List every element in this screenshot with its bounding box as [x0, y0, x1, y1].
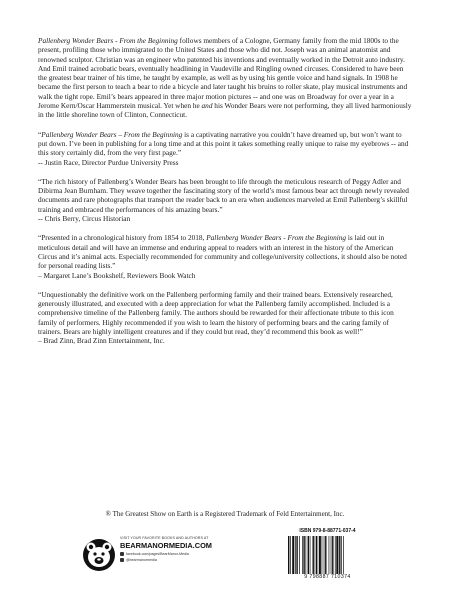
- barcode-number: 9 798887 710374: [304, 574, 351, 580]
- instagram-handle: @bearmanormedia: [126, 558, 157, 562]
- bear-face-icon: [82, 538, 116, 572]
- barcode-image: [287, 536, 367, 574]
- review-attribution: – Brad Zinn, Brad Zinn Entertainment, Inc.: [38, 336, 165, 346]
- review-zinn: [38, 290, 412, 346]
- emphasis-and: and: [201, 101, 213, 111]
- back-cover-text: [38, 36, 412, 356]
- open-quote: “: [38, 129, 42, 139]
- review-body: “The rich history of Pallenberg’s Wonder Bears has been brought to life through the meticulous research of Peggy Adler and Dibirma Jean Burnham. They weave together the fascinating story of the world’s most famous bear act through newly revealed documents and rare photographs that transport the reader back to an era when audiences marveled at Emil Pallenberg’s skillful training and embraced the performances of his amazing bears.”: [38, 176, 409, 214]
- synopsis-paragraph: [38, 36, 412, 120]
- isbn-label: ISBN 979-8-88771-037-4: [299, 528, 356, 534]
- review-body: is laid out in meticulous detail and will have an immense and enduring appeal to readers with an interest in the history of the American Circus and it’s animal acts. Especially recommended for community and college/university collections, it should also be noted for personal reading lists.”: [38, 233, 407, 271]
- review-attribution: -- Justin Race, Director Purdue University Press: [38, 157, 179, 167]
- facebook-url: facebook.com/pages/BearManor-Media: [126, 552, 189, 556]
- facebook-link[interactable]: [120, 552, 189, 556]
- synopsis-text-end: his Wonder Bears were not performing, they all lived harmoniously in the little shoreline town of Clinton, Connecticut.: [38, 101, 412, 120]
- review-berry: [38, 177, 412, 223]
- facebook-icon: [120, 552, 124, 556]
- trademark-notice: ® The Greatest Show on Earth is a Registered Trademark of Feld Entertainment, Inc.: [105, 510, 345, 518]
- review-intro: “Presented in a chronological history from 1854 to 2018,: [38, 233, 207, 243]
- publisher-block: [82, 536, 242, 576]
- review-attribution: -- Chris Berry, Circus Historian: [38, 214, 131, 224]
- review-body: “Unquestionably the definitive work on the Pallenberg performing family and their trained bears. Extensively researched, generously illustrated, and executed with a deep appreciation for what the Pallenberg family accomplished. Included is a comprehensive timeline of the Pallenberg family. The authors should be rewarded for their affectionate tribute to this icon family of performers. Highly recommended if you wish to learn the history of performing bears and the caring family of trainers. Bears are highly intelligent creatures and if they could but read, they’d recommend this book as well!”: [38, 289, 394, 337]
- synopsis-text: follows members of a Cologne, Germany family from the mid 1800s to the present, profiling those who immigrated to the United States and those who did not. Joseph was an animal anatomist and renowned sculptor. Christian was an engineer who patented his inventions and eventually worked in the Detroit auto industry. And Emil trained acrobatic bears, eventually headlining in Vaudeville and Ringling owned circuses. Considered to have been the greatest bear trainer of his time, he taught by example, as well as by using his gentle voice and hand signals. In 1908 he became the first person to teach a bear to ride a bicycle and later taught his bruins to roller skate, play musical instruments and walk the tight rope. Emil’s bears appeared in three major motion pictures -- and one was on Broadway for over a year in a Jerome Kern/Oscar Hammerstein musical. Yet when he: [38, 36, 408, 111]
- review-race: [38, 130, 412, 167]
- review-attribution: – Margaret Lane’s Bookshelf, Reviewers Book Watch: [38, 270, 196, 280]
- publisher-website[interactable]: BEARMANORMEDIA.COM: [120, 541, 212, 550]
- book-title: Pallenberg Wonder Bears – From the Beginning: [41, 129, 183, 139]
- instagram-icon: [120, 558, 124, 562]
- isbn-barcode-block: [285, 528, 370, 583]
- review-body: is a captivating narrative you couldn’t have dreamed up, but won’t want to put down. I’ve been in publishing for a long time and at this point it takes something really unique to raise my eyebrows -- and this story certainly did, from the very first page.”: [38, 129, 409, 158]
- book-title: Pallenberg Wonder Bears - From the Beginning: [206, 233, 347, 243]
- review-lane: [38, 233, 412, 279]
- book-title: Pallenberg Wonder Bears - From the Beginning: [38, 36, 178, 45]
- publisher-visit-line: VISIT YOUR FAVORITE BOOKS AND AUTHORS AT: [120, 536, 209, 540]
- instagram-link[interactable]: [120, 558, 157, 562]
